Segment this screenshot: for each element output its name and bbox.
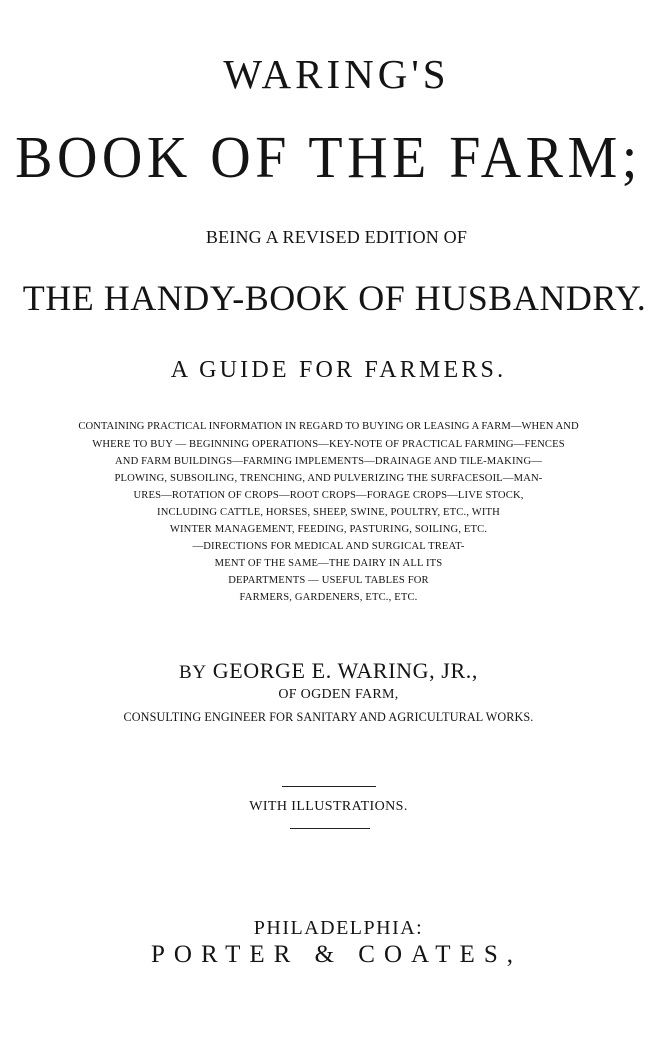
- illustrations-note: WITH ILLUSTRATIONS.: [249, 799, 408, 814]
- subtitle-intro: BEING A REVISED EDITION OF: [205, 227, 468, 247]
- divider-rule-bottom: [290, 828, 370, 829]
- former-title: THE HANDY-BOOK OF HUSBANDRY.: [22, 278, 647, 318]
- divider-rule-top: [282, 786, 376, 787]
- description-line: MENT OF THE SAME—THE DAIRY IN ALL ITS: [214, 558, 443, 569]
- description-line: URES—ROTATION OF CROPS—ROOT CROPS—FORAGE CROPS—LIVE STOCK,: [133, 490, 524, 501]
- imprint-city: PHILADELPHIA:: [253, 917, 424, 939]
- description-line: AND FARM BUILDINGS—FARMING IMPLEMENTS—DRAINAGE AND TILE-MAKING—: [114, 456, 543, 467]
- description-line: —DIRECTIONS FOR MEDICAL AND SURGICAL TREAT-: [192, 541, 465, 552]
- description-line: CONTAINING PRACTICAL INFORMATION IN REGARD TO BUYING OR LEASING A FARM—WHEN AND: [78, 421, 579, 432]
- main-title: BOOK OF THE FARM;: [15, 125, 642, 191]
- author-name: GEORGE E. WARING, JR.,: [212, 658, 478, 683]
- author-byline: [0, 660, 657, 682]
- author-credentials: CONSULTING ENGINEER FOR SANITARY AND AGRICULTURAL WORKS.: [123, 710, 534, 724]
- author-by: BY: [179, 662, 207, 683]
- imprint-publisher: PORTER & COATES,: [150, 941, 522, 968]
- description-line: WHERE TO BUY — BEGINNING OPERATIONS—KEY-NOTE OF PRACTICAL FARMING—FENCES: [92, 439, 565, 450]
- tagline: A GUIDE FOR FARMERS.: [170, 357, 507, 383]
- description-line: FARMERS, GARDENERS, ETC., ETC.: [239, 592, 418, 603]
- description-line: WINTER MANAGEMENT, FEEDING, PASTURING, SOILING, ETC.: [169, 524, 488, 535]
- description-line: PLOWING, SUBSOILING, TRENCHING, AND PULVERIZING THE SURFACESOIL—MAN-: [114, 473, 543, 484]
- author-farm: OF OGDEN FARM,: [278, 687, 399, 702]
- description-line: INCLUDING CATTLE, HORSES, SHEEP, SWINE, POULTRY, ETC., WITH: [157, 507, 500, 518]
- author-possessive-heading: WARING'S: [223, 51, 450, 97]
- description-line: DEPARTMENTS — USEFUL TABLES FOR: [228, 575, 429, 586]
